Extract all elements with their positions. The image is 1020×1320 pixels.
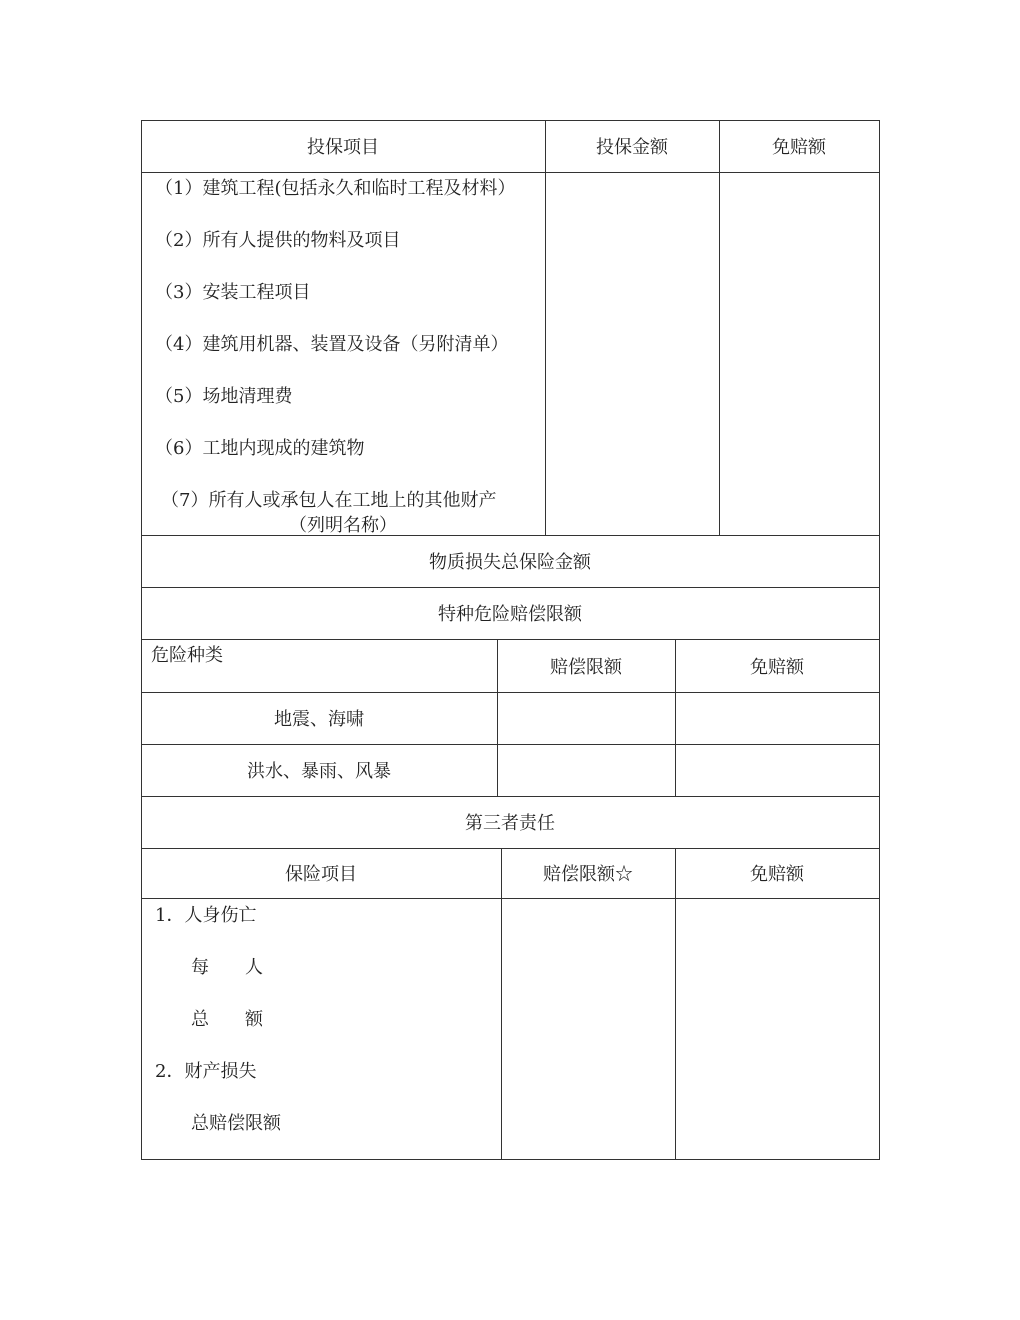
table-border-left	[141, 120, 142, 1160]
insured-item-5: （5）场地清理费	[155, 386, 293, 407]
liability-item-per-person: 每 人	[191, 957, 263, 978]
column-divider	[719, 120, 720, 535]
total-sum-insured-label: 物质损失总保险金额	[429, 552, 591, 573]
header-indemnity-limit: 赔偿限额☆	[543, 864, 633, 885]
insured-item-6: （6）工地内现成的建筑物	[155, 438, 365, 459]
insured-item-7-note: （列明名称）	[289, 515, 397, 536]
header-deductible: 免赔额	[750, 656, 804, 678]
header-indemnity-limit: 赔偿限额	[550, 656, 622, 678]
insured-item-7: （7）所有人或承包人在工地上的其他财产	[161, 490, 497, 511]
header-insurance-item: 保险项目	[285, 864, 357, 885]
third-party-liability-title: 第三者责任	[465, 813, 555, 834]
column-divider	[545, 120, 546, 535]
risk-row-earthquake: 地震、海啸	[274, 709, 364, 730]
row-divider	[141, 898, 880, 899]
insured-item-1: （1）建筑工程(包括永久和临时工程及材料）	[155, 178, 516, 199]
table-border-right	[879, 120, 880, 1160]
header-deductible: 免赔额	[750, 864, 804, 885]
header-insured-amount: 投保金额	[596, 137, 668, 158]
insured-item-2: （2）所有人提供的物料及项目	[155, 230, 401, 251]
row-divider	[141, 172, 880, 173]
header-risk-type: 危险种类	[151, 645, 223, 666]
liability-item-total: 总 额	[191, 1009, 263, 1030]
liability-item-total-limit: 总赔偿限额	[191, 1113, 281, 1134]
special-risk-title: 特种危险赔偿限额	[438, 604, 582, 625]
header-insured-item: 投保项目	[307, 137, 379, 158]
insured-item-4: （4）建筑用机器、装置及设备（另附清单）	[155, 334, 509, 355]
insured-item-3: （3）安装工程项目	[155, 282, 311, 303]
risk-row-flood: 洪水、暴雨、风暴	[247, 761, 391, 782]
insurance-form-table	[141, 120, 880, 1160]
liability-item-bodily-injury: 1．人身伤亡	[155, 905, 257, 926]
header-deductible: 免赔额	[772, 137, 826, 158]
table-border-bottom	[141, 1159, 880, 1160]
liability-item-property-loss: 2．财产损失	[155, 1061, 257, 1082]
